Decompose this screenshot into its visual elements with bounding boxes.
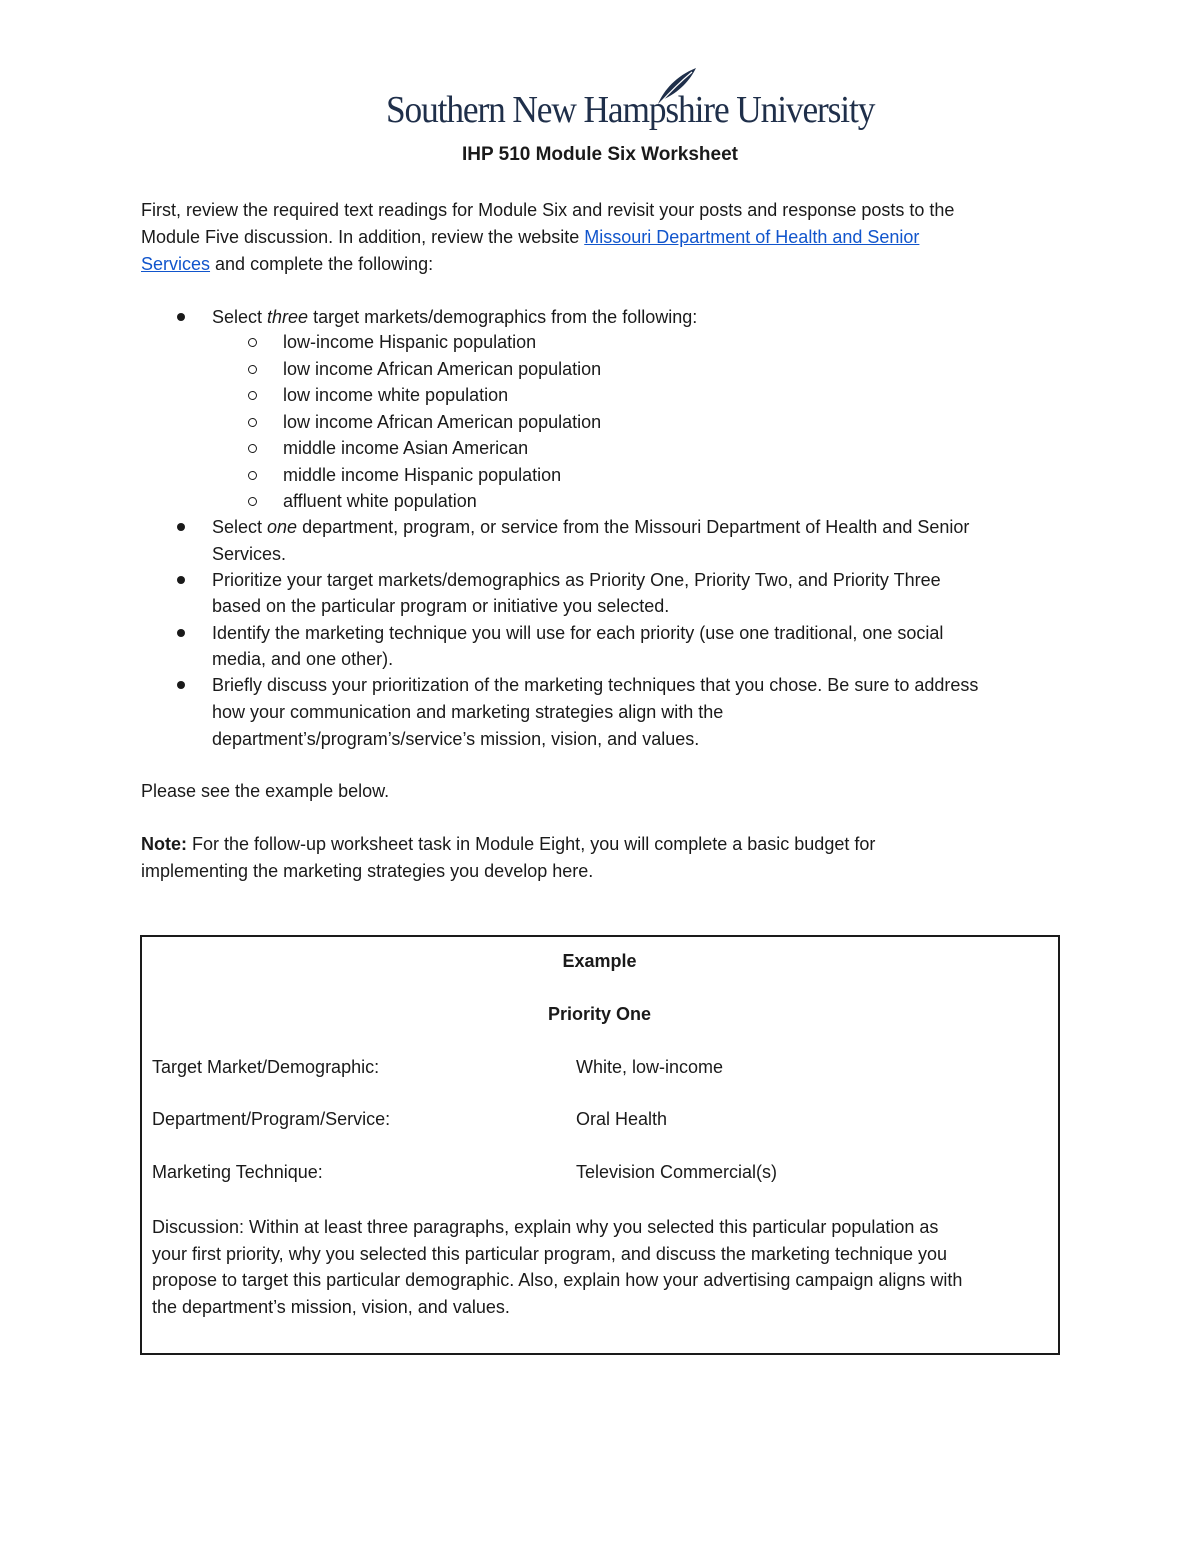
- bullet-dot-icon: [177, 681, 185, 689]
- circle-bullet-icon: [248, 497, 257, 506]
- bullet-prioritize-cont: based on the particular program or initiative you selected.: [212, 596, 670, 616]
- bullet-identify: Identify the marketing technique you will use for each priority (use one traditional, one social: [212, 623, 944, 643]
- marketing-technique-value: Television Commercial(s): [576, 1162, 778, 1182]
- page-title: IHP 510 Module Six Worksheet: [462, 144, 738, 165]
- missouri-dhss-link-continued[interactable]: Services: [141, 254, 211, 274]
- priority-heading: Priority One: [547, 1004, 652, 1024]
- bullet-discuss: Briefly discuss your prioritization of the marketing techniques that you chose. Be sure to address: [212, 675, 979, 695]
- note-line-1: [141, 831, 875, 858]
- note-text: For the follow-up worksheet task in Module Eight, you will complete a basic budget for: [187, 834, 876, 854]
- bullet-emphasis: one: [267, 517, 298, 537]
- sub-item: low-income Hispanic population: [283, 332, 537, 352]
- target-market-value: White, low-income: [576, 1057, 724, 1077]
- sub-item: affluent white population: [283, 491, 477, 511]
- circle-bullet-icon: [248, 444, 257, 453]
- sub-item: low income African American population: [283, 359, 602, 379]
- intro-line-3: [141, 251, 433, 278]
- circle-bullet-icon: [248, 391, 257, 400]
- discussion-text: [152, 1214, 1052, 1320]
- example-box: [140, 935, 1060, 1355]
- circle-bullet-icon: [248, 418, 257, 427]
- bullet-dot-icon: [177, 523, 185, 531]
- bullet-dot-icon: [177, 629, 185, 637]
- note-line-2: implementing the marketing strategies you develop here.: [141, 861, 594, 881]
- bullet-select-three: [212, 304, 697, 331]
- see-example-text: Please see the example below.: [141, 781, 390, 801]
- circle-bullet-icon: [248, 365, 257, 374]
- university-logo: [386, 66, 875, 136]
- intro-line-2: [141, 224, 919, 251]
- bullet-dot-icon: [177, 576, 185, 584]
- bullet-emphasis: three: [267, 307, 309, 327]
- department-label: Department/Program/Service:: [152, 1109, 391, 1129]
- bullet-text: target markets/demographics from the following:: [308, 307, 698, 327]
- sub-item: low income white population: [283, 385, 509, 405]
- bullet-text: Select: [212, 307, 268, 327]
- bullet-discuss-cont: department’s/program’s/service’s mission, vision, and values.: [212, 729, 700, 749]
- discussion-line: your first priority, why you selected this particular program, and discuss the marketing technique you: [152, 1243, 948, 1264]
- circle-bullet-icon: [248, 471, 257, 480]
- note-label: Note:: [141, 834, 187, 854]
- sub-item: middle income Asian American: [283, 438, 529, 458]
- intro-line-1: First, review the required text readings for Module Six and revisit your posts and response posts to the: [141, 200, 955, 220]
- marketing-technique-label: Marketing Technique:: [152, 1162, 323, 1182]
- bullet-text: Select: [212, 517, 268, 537]
- bullet-dot-icon: [177, 313, 185, 321]
- bullet-prioritize: Prioritize your target markets/demographics as Priority One, Priority Two, and Priority Three: [212, 570, 941, 590]
- bullet-text: department, program, or service from the Missouri Department of Health and Senior: [297, 517, 970, 537]
- sub-item: low income African American population: [283, 412, 602, 432]
- missouri-dhss-link[interactable]: Missouri Department of Health and Senior: [584, 227, 920, 247]
- discussion-line: the department’s mission, vision, and values.: [152, 1296, 510, 1317]
- bullet-identify-cont: media, and one other).: [212, 649, 394, 669]
- logo-wordmark: Southern New Hampshire University: [386, 89, 875, 131]
- intro-text-end: and complete the following:: [210, 254, 434, 274]
- example-heading: Example: [562, 951, 637, 971]
- bullet-discuss-cont: how your communication and marketing strategies align with the: [212, 702, 724, 722]
- intro-text: Module Five discussion. In addition, review the website: [141, 227, 585, 247]
- department-value: Oral Health: [576, 1109, 668, 1129]
- discussion-line: propose to target this particular demographic. Also, explain how your advertising campaign aligns with: [152, 1270, 963, 1290]
- bullet-select-one: [212, 514, 969, 541]
- sub-item: middle income Hispanic population: [283, 465, 562, 485]
- circle-bullet-icon: [248, 338, 257, 347]
- discussion-line: Discussion: Within at least three paragraphs, explain why you selected this particular population as: [152, 1217, 939, 1237]
- target-market-label: Target Market/Demographic:: [152, 1057, 380, 1077]
- bullet-select-one-cont: Services.: [212, 544, 287, 564]
